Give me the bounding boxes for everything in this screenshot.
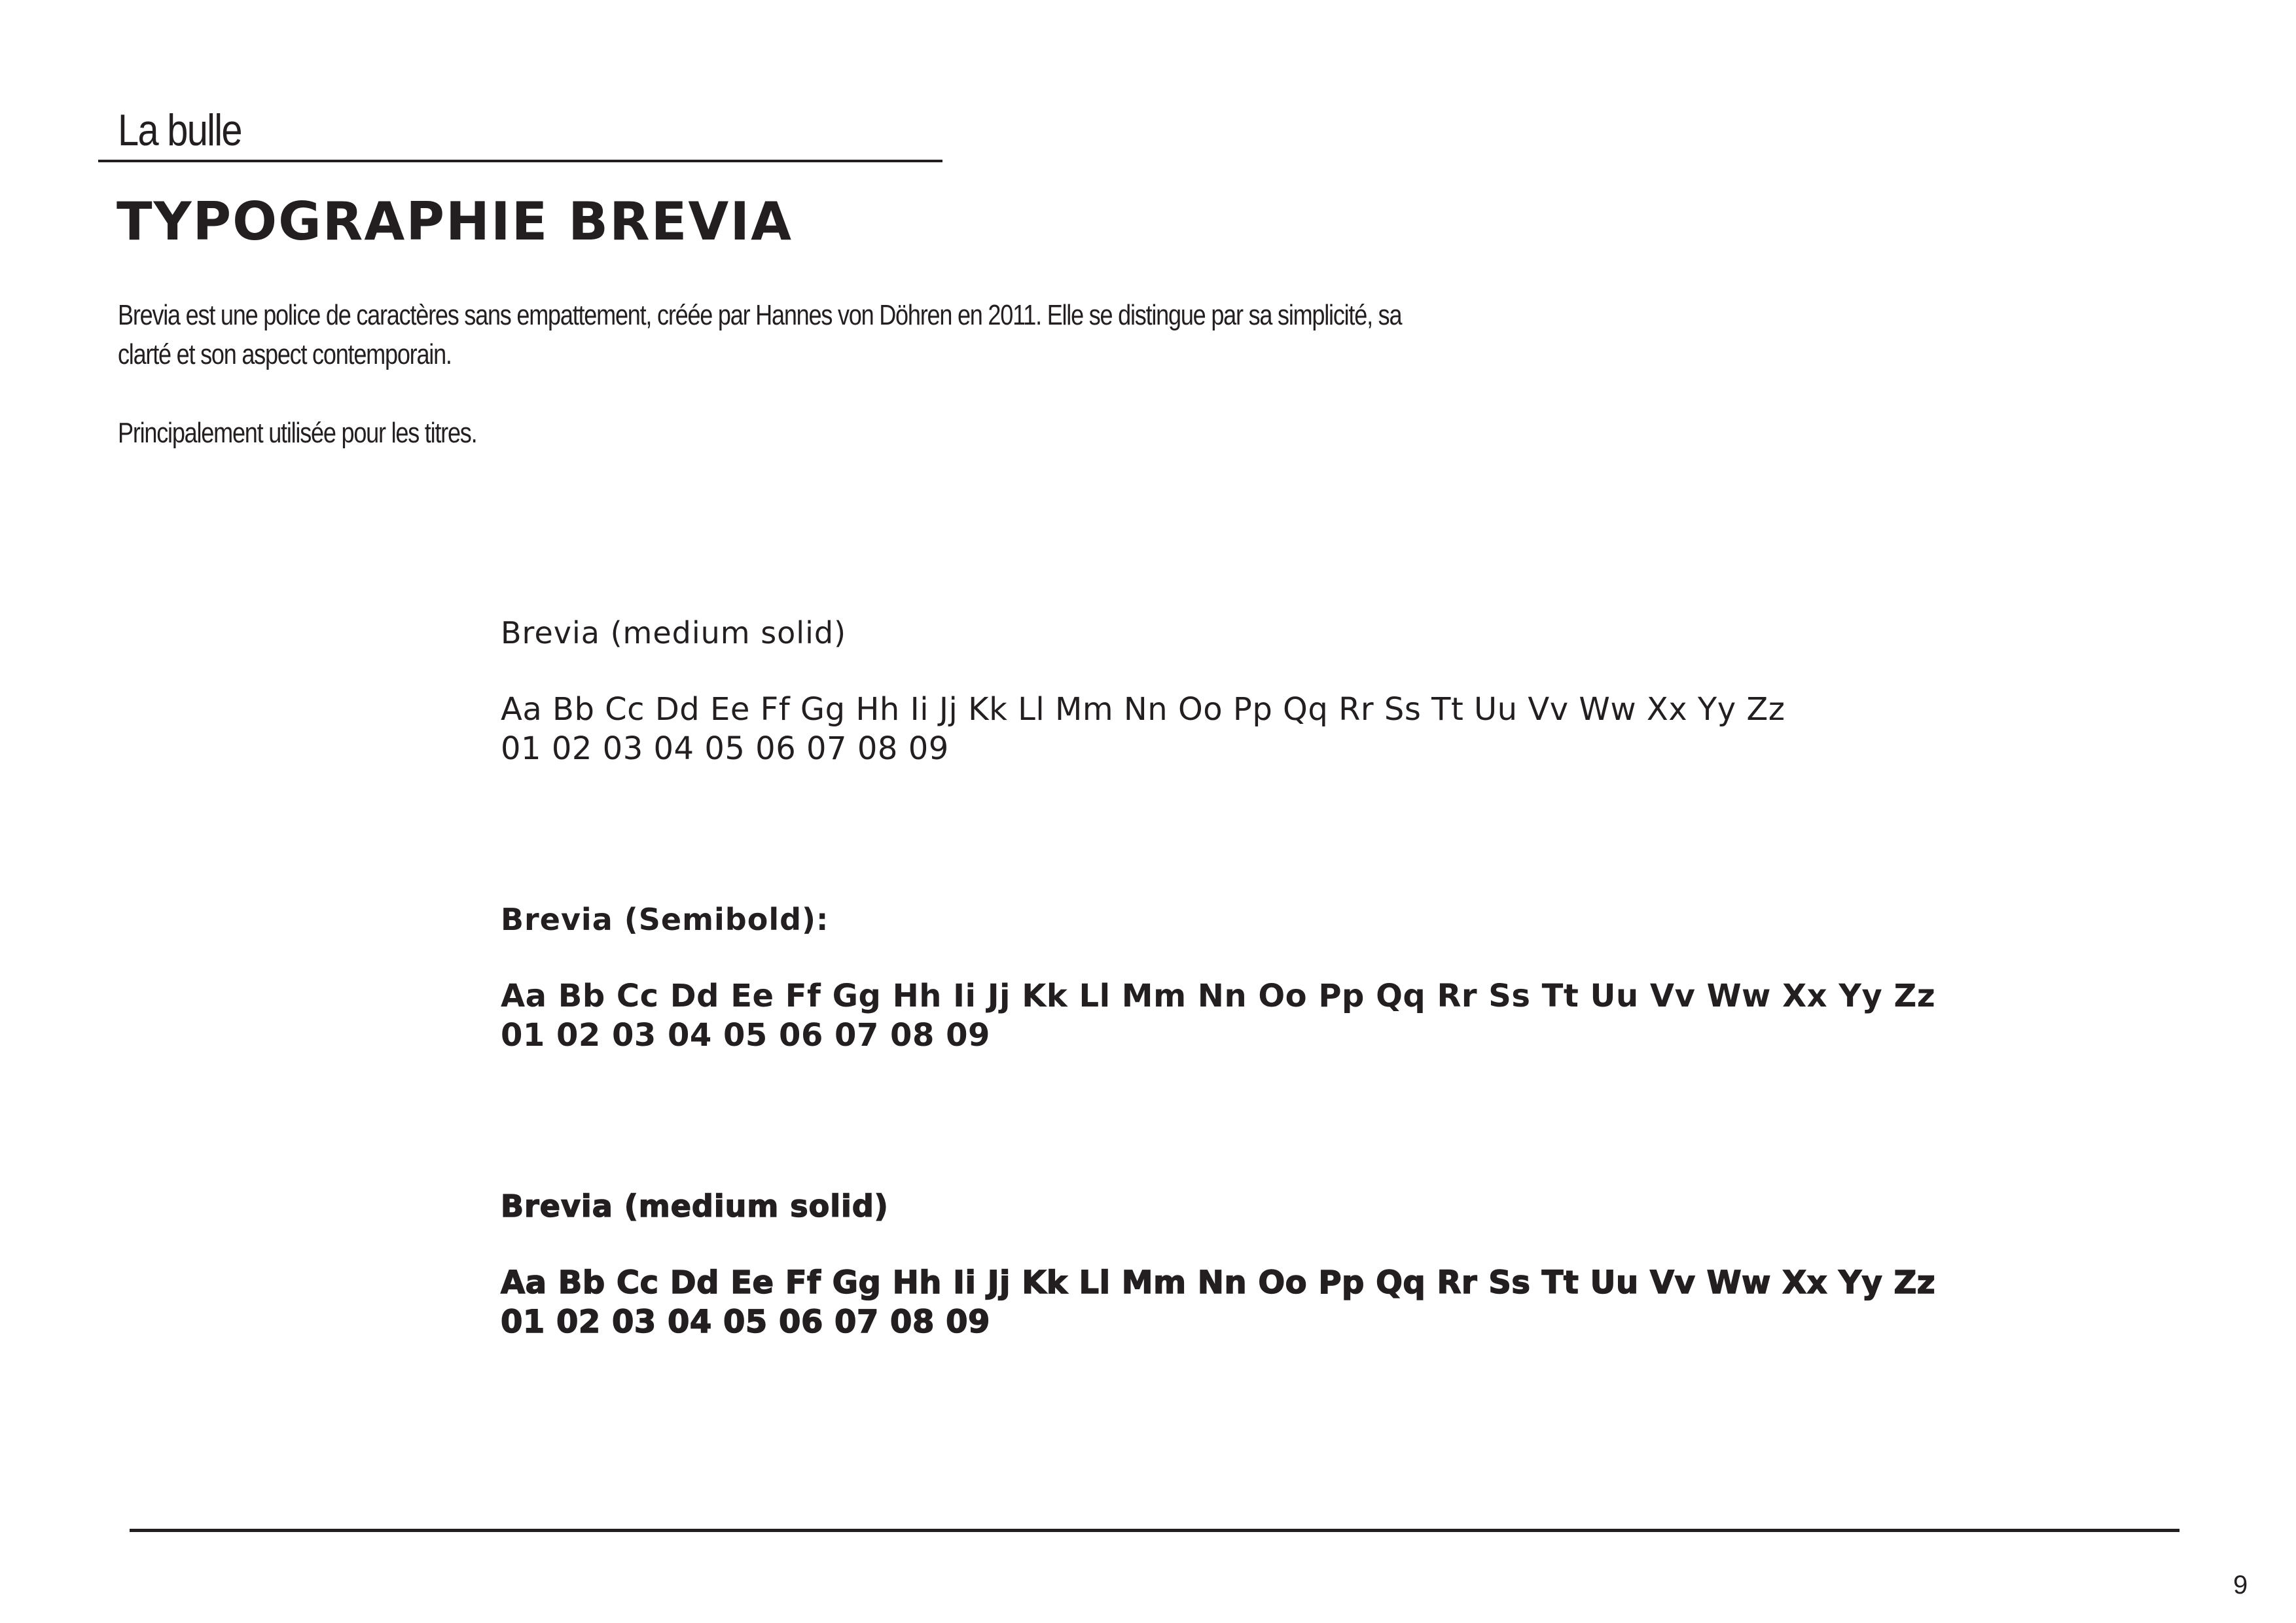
page-title: TYPOGRAPHIE BREVIA: [117, 191, 793, 252]
sample-label: Brevia (medium solid): [501, 615, 847, 651]
font-sample-bold: [501, 1188, 1935, 1342]
sample-alphabet: Aa Bb Cc Dd Ee Ff Gg Hh Ii Jj Kk Ll Mm Nn Oo Pp Qq Rr Ss Tt Uu Vv Ww Xx Yy Zz: [501, 691, 1785, 728]
header-divider: [98, 160, 942, 162]
sample-digits: 01 02 03 04 05 06 07 08 09: [501, 1017, 990, 1054]
sample-digits: 01 02 03 04 05 06 07 08 09: [501, 1304, 990, 1340]
sample-label: Brevia (medium solid): [501, 1188, 889, 1224]
sample-alphabet: Aa Bb Cc Dd Ee Ff Gg Hh Ii Jj Kk Ll Mm Nn Oo Pp Qq Rr Ss Tt Uu Vv Ww Xx Yy Zz: [501, 978, 1936, 1014]
usage-note: Principalement utilisée pour les titres.: [118, 417, 477, 449]
intro-paragraph: [118, 296, 1401, 374]
intro-line-1: Brevia est une police de caractères sans empattement, créée par Hannes von Döhren en 2011. Elle se distingue par sa simplicité, sa: [118, 299, 1402, 331]
section-label: La bulle: [118, 105, 242, 155]
sample-alphabet: Aa Bb Cc Dd Ee Ff Gg Hh Ii Jj Kk Ll Mm Nn Oo Pp Qq Rr Ss Tt Uu Vv Ww Xx Yy Zz: [501, 1264, 1936, 1301]
footer-divider: [130, 1529, 2179, 1532]
font-sample-medium: [501, 615, 1785, 768]
font-sample-semibold: [501, 902, 1935, 1055]
intro-line-2: clarté et son aspect contemporain.: [118, 338, 452, 370]
sample-digits: 01 02 03 04 05 06 07 08 09: [501, 730, 949, 767]
page-number: 9: [2233, 1571, 2248, 1599]
sample-label: Brevia (Semibold):: [501, 902, 829, 937]
